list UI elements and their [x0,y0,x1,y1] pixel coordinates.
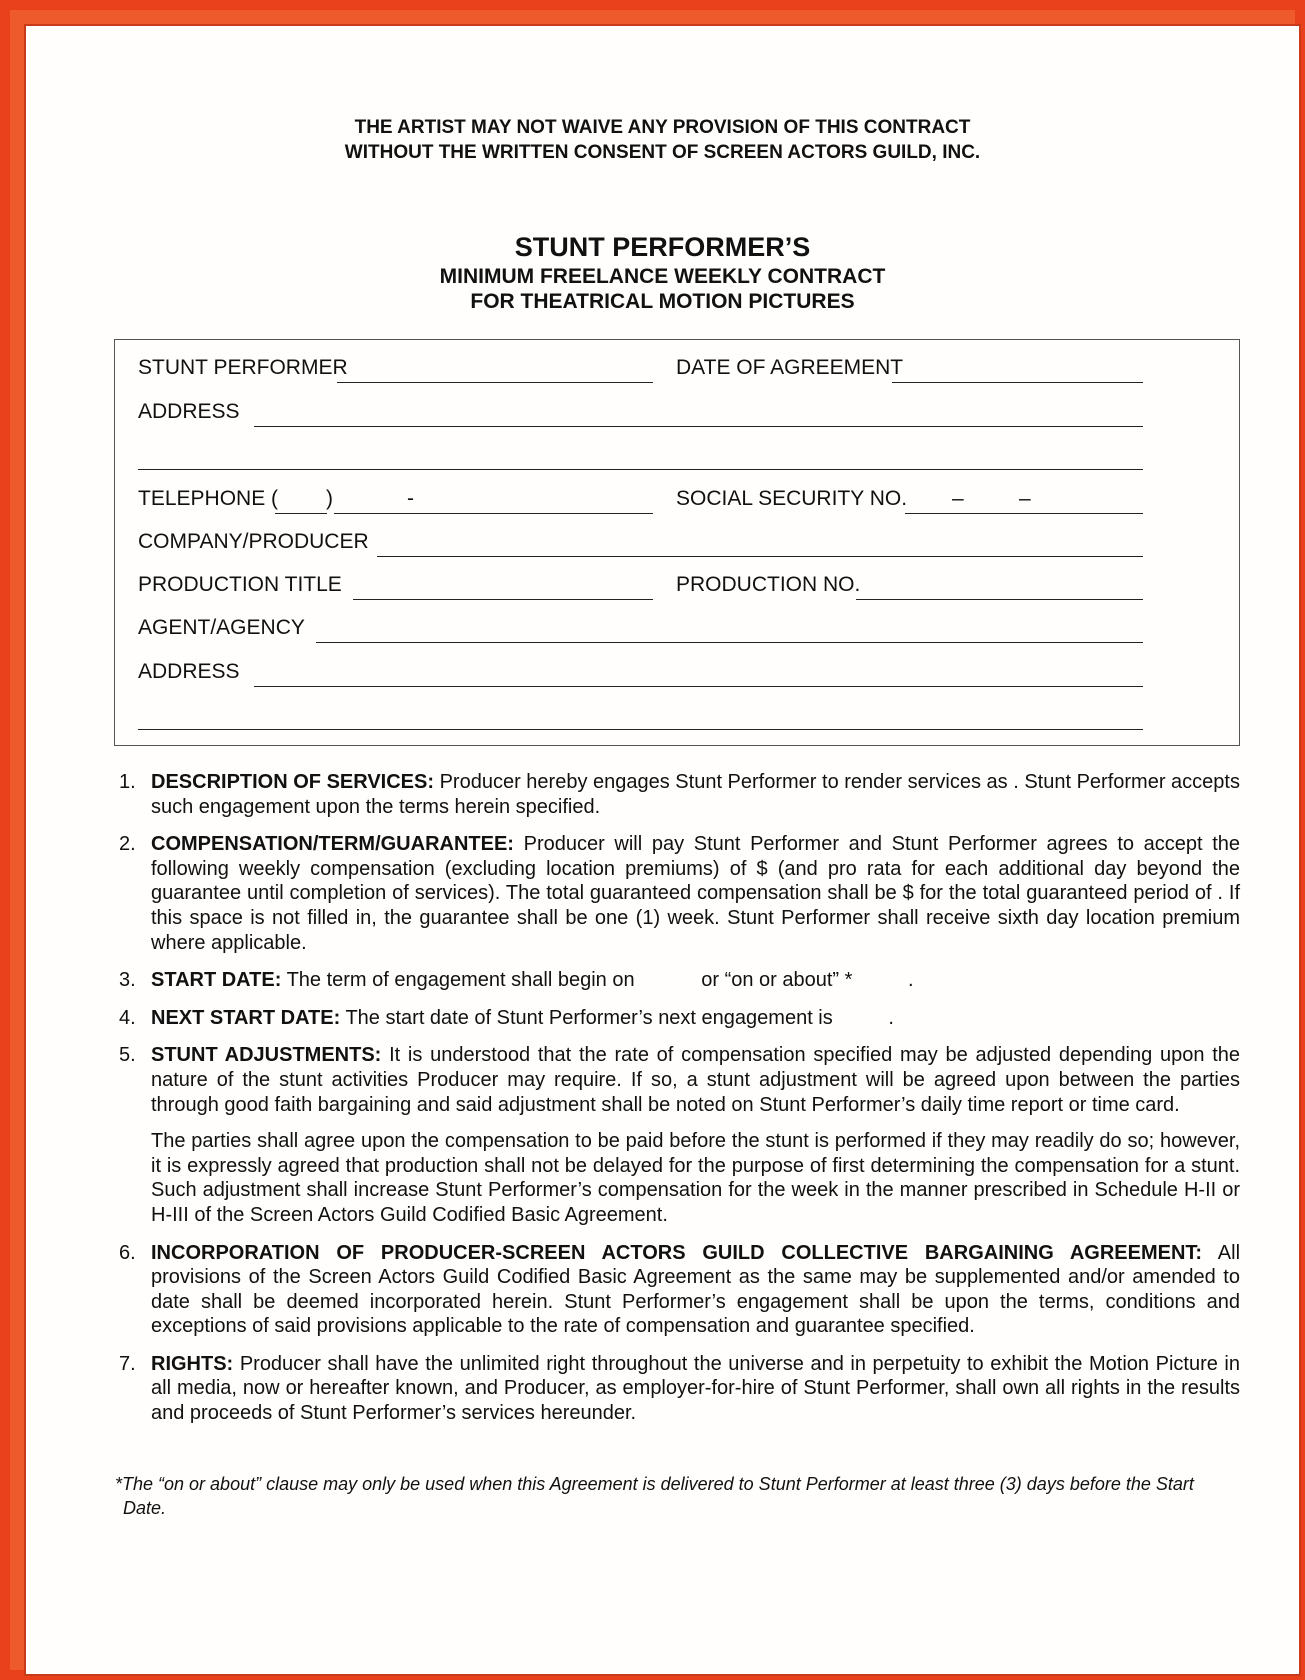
notice-line-2: WITHOUT THE WRITTEN CONSENT OF SCREEN ACTORS GUILD, INC. [344,142,981,163]
production-title-label: PRODUCTION TITLE [138,573,342,596]
stunt-performer-field[interactable] [337,382,653,383]
section-text-paragraph-2: The parties shall agree upon the compensation to be paid before the stunt is performed if they may readily do so; however, it is expressly agreed that production shall not be delayed for the purpose of first determining the compensation for a stunt. Such adjustment shall increase Stunt Performer’s compensation for the week in the manner prescribed in Schedule H-II or H-III of the Screen Actors Guild Codified Basic Agreement. [151,1130,1240,1226]
production-no-label: PRODUCTION NO. [676,573,861,596]
section-text: It is understood that the rate of compensation specified may be adjusted depending upon the nature of the stunt activities Producer may require. If so, a stunt adjustment will be agreed upon between the parties through good faith bargaining and said adjustment shall be noted on Stunt Performer’s daily time report or time card. [151,1044,1240,1116]
subtitle-line-2: FOR THEATRICAL MOTION PICTURES [470,290,855,313]
production-no-field[interactable] [856,599,1143,600]
telephone-paren: ) [326,487,333,510]
footnote-line-1: *The “on or about” clause may only be used when this Agreement is delivered to Stunt Performer at least three (3) days before the Start [115,1474,1194,1494]
section-number: 4. [119,1006,136,1029]
section-7 [116,1352,1240,1426]
section-number: 5. [119,1044,136,1067]
date-of-agreement-field[interactable] [892,382,1143,383]
waiver-notice [24,115,1301,165]
production-title-field[interactable] [353,599,653,600]
section-heading: START DATE: [151,969,282,992]
section-5 [116,1043,1240,1227]
telephone-dash: - [407,487,414,510]
section-heading: DESCRIPTION OF SERVICES: [151,771,435,793]
section-4 [116,1006,1240,1031]
notice-line-1: THE ARTIST MAY NOT WAIVE ANY PROVISION OF THIS CONTRACT [354,117,971,138]
telephone-area-code-field[interactable] [275,513,327,514]
contract-title: STUNT PERFORMER’S [514,232,811,262]
section-number: 1. [119,771,136,793]
company-producer-field[interactable] [377,556,1143,557]
telephone-label [138,487,278,511]
ssn-label: SOCIAL SECURITY NO. [676,487,908,510]
agent-agency-label: AGENT/AGENCY [138,616,305,639]
section-heading: STUNT ADJUSTMENTS: [151,1044,382,1067]
section-number: 3. [119,969,136,992]
party-info-box [114,339,1240,746]
section-text: All provisions of the Screen Actors Guild Codified Basic Agreement as the same may be supplemented and/or amended to date shall be deemed incorporated herein. Stunt Performer’s engagement shall be upon the terms, conditions and exceptions of said provisions applicable to the rate of compensation and guarantee specified. [151,1241,1241,1338]
section-text: Producer will pay Stunt Performer and Stunt Performer agrees to accept the following weekly compensation (excluding location premiums) of $ (and pro rata for each additional day beyond the guarantee until completion of services). The total guaranteed compensation shall be $ for the total guaranteed period of . If this space is not filled in, the guarantee shall be one (1) week. Stunt Performer shall receive sixth day location premium where applicable. [151,833,1241,954]
address-field-line-2[interactable] [138,469,1143,470]
section-text: The term of engagement shall begin on or “on or about” * . [286,969,914,992]
section-heading: RIGHTS: [151,1352,234,1375]
footnote [115,1472,1243,1520]
date-of-agreement-label: DATE OF AGREEMENT [676,356,904,379]
section-number: 6. [119,1241,136,1264]
contract-terms [116,770,1240,1439]
section-text: The start date of Stunt Performer’s next engagement is . [345,1006,894,1029]
section-heading: NEXT START DATE: [151,1006,341,1029]
stunt-performer-label: STUNT PERFORMER [138,356,348,379]
telephone-number-field[interactable] [334,513,653,514]
section-text: Producer hereby engages Stunt Performer to render services as . Stunt Performer accepts such engagement upon the terms herein specified. [151,771,1240,818]
address-label: ADDRESS [138,400,240,423]
section-3 [116,968,1240,993]
address-field[interactable] [254,426,1143,427]
section-6 [116,1241,1240,1339]
agent-address-field-line-2[interactable] [138,729,1143,730]
ssn-field[interactable] [905,513,1143,514]
contract-subtitle [24,264,1301,314]
document-page [24,24,1301,1676]
agent-address-label: ADDRESS [138,660,240,683]
ssn-dash-1: – [952,487,964,510]
telephone-label-text: TELEPHONE ( [138,487,279,510]
agent-address-field[interactable] [254,686,1143,687]
section-heading: INCORPORATION OF PRODUCER-SCREEN ACTORS GUILD COLLECTIVE BARGAINING AGREEMENT: [151,1241,1203,1264]
company-producer-label: COMPANY/PRODUCER [138,530,369,553]
footnote-line-2: Date. [123,1498,167,1518]
ssn-dash-2: – [1019,487,1031,510]
subtitle-line-1: MINIMUM FREELANCE WEEKLY CONTRACT [439,265,886,288]
section-text: Producer shall have the unlimited right throughout the universe and in perpetuity to exhibit the Motion Picture in all media, now or hereafter known, and Producer, as employer-for-hire of Stunt Performer, shall own all rights in the results and proceeds of Stunt Performer’s services hereunder. [151,1352,1240,1425]
section-number: 2. [119,833,136,856]
agent-agency-field[interactable] [316,642,1143,643]
section-number: 7. [119,1352,136,1375]
section-2 [116,832,1240,955]
page-border [10,10,1295,1670]
section-1 [116,770,1240,819]
section-heading: COMPENSATION/TERM/GUARANTEE: [151,833,514,856]
